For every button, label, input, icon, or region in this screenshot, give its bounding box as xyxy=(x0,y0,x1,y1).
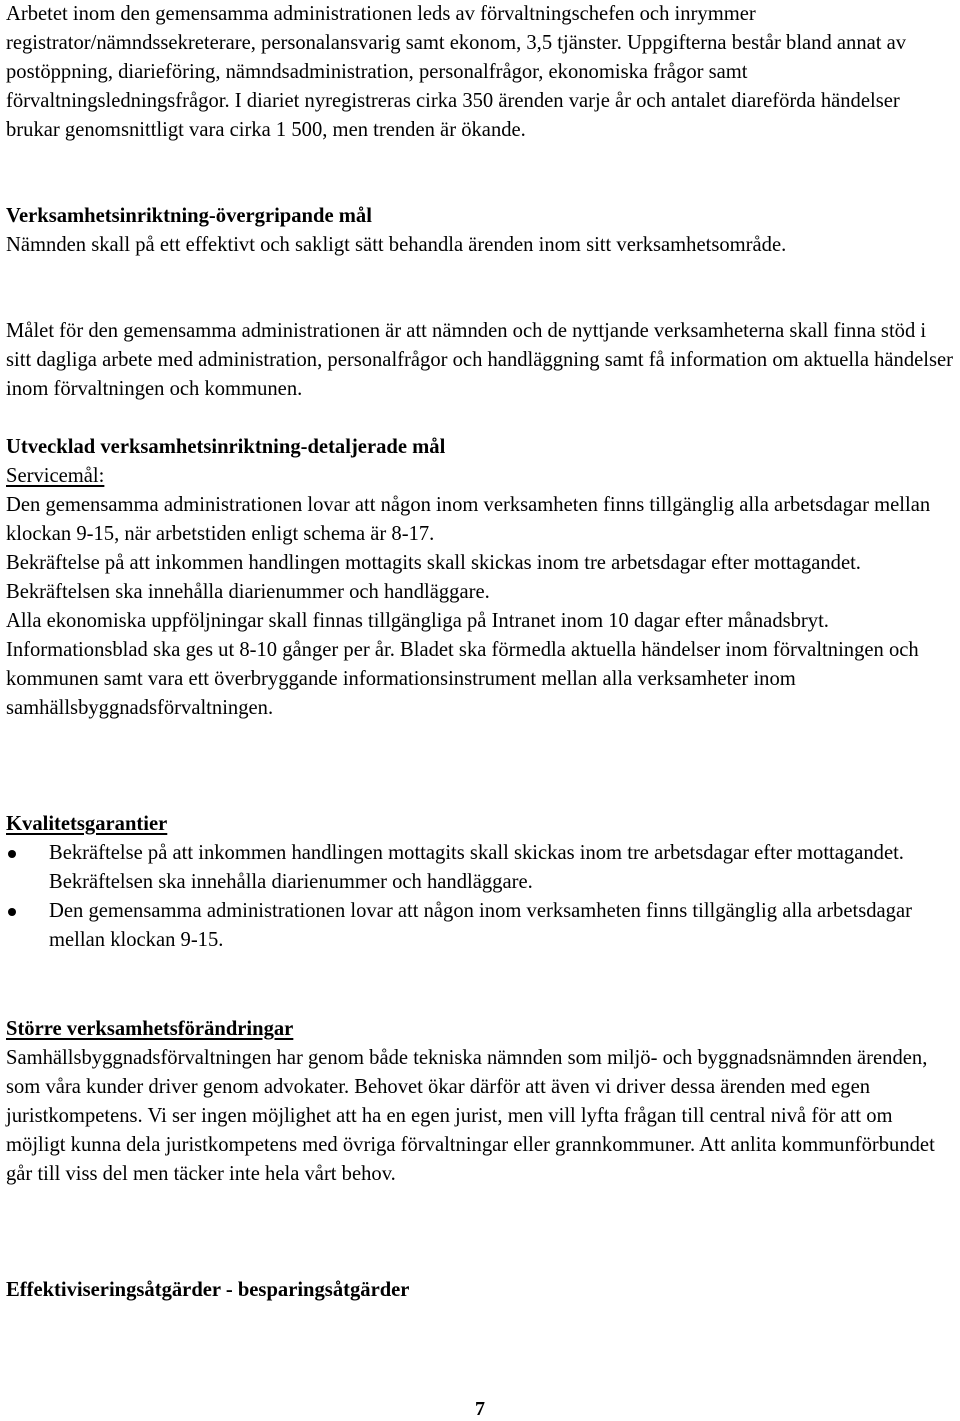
list-item-text: Den gemensamma administrationen lovar att någon inom verksamheten finns tillgänglig alla arbetsdagar mellan klockan 9-15. xyxy=(49,900,912,951)
effektivisering-heading: Effektiviseringsåtgärder - besparingsåtgärder xyxy=(6,1279,410,1301)
detaljerade-line: Den gemensamma administrationen lovar att någon inom verksamheten finns tillgänglig alla arbetsdagar mellan klockan 9-15, när arbetstiden enligt schema är 8-17. xyxy=(6,494,931,545)
overgripande-paragraph: Nämnden skall på ett effektivt och sakligt sätt behandla ärenden inom sitt verksamhetsområde. xyxy=(6,234,787,256)
list-item-text: Bekräftelse på att inkommen handlingen mottagits skall skickas inom tre arbetsdagar efter mottagandet. Bekräftelsen ska innehålla diarienummer och handläggare. xyxy=(49,842,904,893)
detaljerade-line: Informationsblad ska ges ut 8-10 gånger per år. Bladet ska förmedla aktuella händelser inom förvaltningen och kommunen samt vara ett överbryggande informationsinstrument mellan alla verksamheter inom samhällsbyggnadsförvaltningen. xyxy=(6,639,919,719)
bullet-icon xyxy=(8,850,16,858)
servicemal-subheading: Servicemål: xyxy=(6,465,105,487)
list-item xyxy=(6,839,954,897)
malet-paragraph: Målet för den gemensamma administrationen är att nämnden och de nyttjande verksamheterna skall finna stöd i sitt dagliga arbete med administration, personalfrågor och handläggning samt få information om aktuella händelser inom förvaltningen och kommunen. xyxy=(6,320,954,400)
storre-section xyxy=(6,1015,954,1189)
intro-paragraph: Arbetet inom den gemensamma administrationen leds av förvaltningschefen och inrymmer registrator/nämndssekreterare, personalansvarig samt ekonom, 3,5 tjänster. Uppgifterna består bland annat av postöppning, diarieföring, nämndsadministration, personalfrågor, ekonomiska frågor samt förvaltningsledningsfrågor. I diariet nyregistreras cirka 350 ärenden varje år och antalet diareförda händelser brukar genomsnittligt vara cirka 1 500, men trenden är ökande. xyxy=(6,3,907,141)
page-number: 7 xyxy=(475,1398,485,1420)
detaljerade-line: Bekräftelse på att inkommen handlingen mottagits skall skickas inom tre arbetsdagar efter mottagandet. Bekräftelsen ska innehålla diarienummer och handläggare. xyxy=(6,552,861,603)
kvalitet-heading: Kvalitetsgarantier xyxy=(6,813,168,835)
storre-heading: Större verksamhetsförändringar xyxy=(6,1018,294,1040)
intro-section xyxy=(6,0,954,145)
storre-paragraph: Samhällsbyggnadsförvaltningen har genom både tekniska nämnden som miljö- och byggnadsnämnden ärenden, som våra kunder driver genom advokater. Behovet ökar därför att även vi driver dessa ärenden med egen juristkompetens. Vi ser ingen möjlighet att ha en egen jurist, men vill lyfta frågan till central nivå för att om möjligt kunna dela juristkompetens med övriga förvaltningar eller grannkommuner. Att anlita kommunförbundet går till viss del men täcker inte hela vårt behov. xyxy=(6,1047,935,1185)
bullet-icon xyxy=(8,908,16,916)
malet-section xyxy=(6,317,954,404)
overgripande-section xyxy=(6,202,954,260)
detaljerade-line: Alla ekonomiska uppföljningar skall finnas tillgängliga på Intranet inom 10 dagar efter månadsbryt. xyxy=(6,610,829,632)
effektivisering-section xyxy=(6,1276,954,1305)
detaljerade-heading: Utvecklad verksamhetsinriktning-detaljerade mål xyxy=(6,436,446,458)
list-item xyxy=(6,897,954,955)
overgripande-heading: Verksamhetsinriktning-övergripande mål xyxy=(6,205,372,227)
detaljerade-section xyxy=(6,433,954,723)
kvalitet-list xyxy=(6,839,954,955)
document-page xyxy=(6,0,954,1420)
kvalitet-section xyxy=(6,810,954,955)
